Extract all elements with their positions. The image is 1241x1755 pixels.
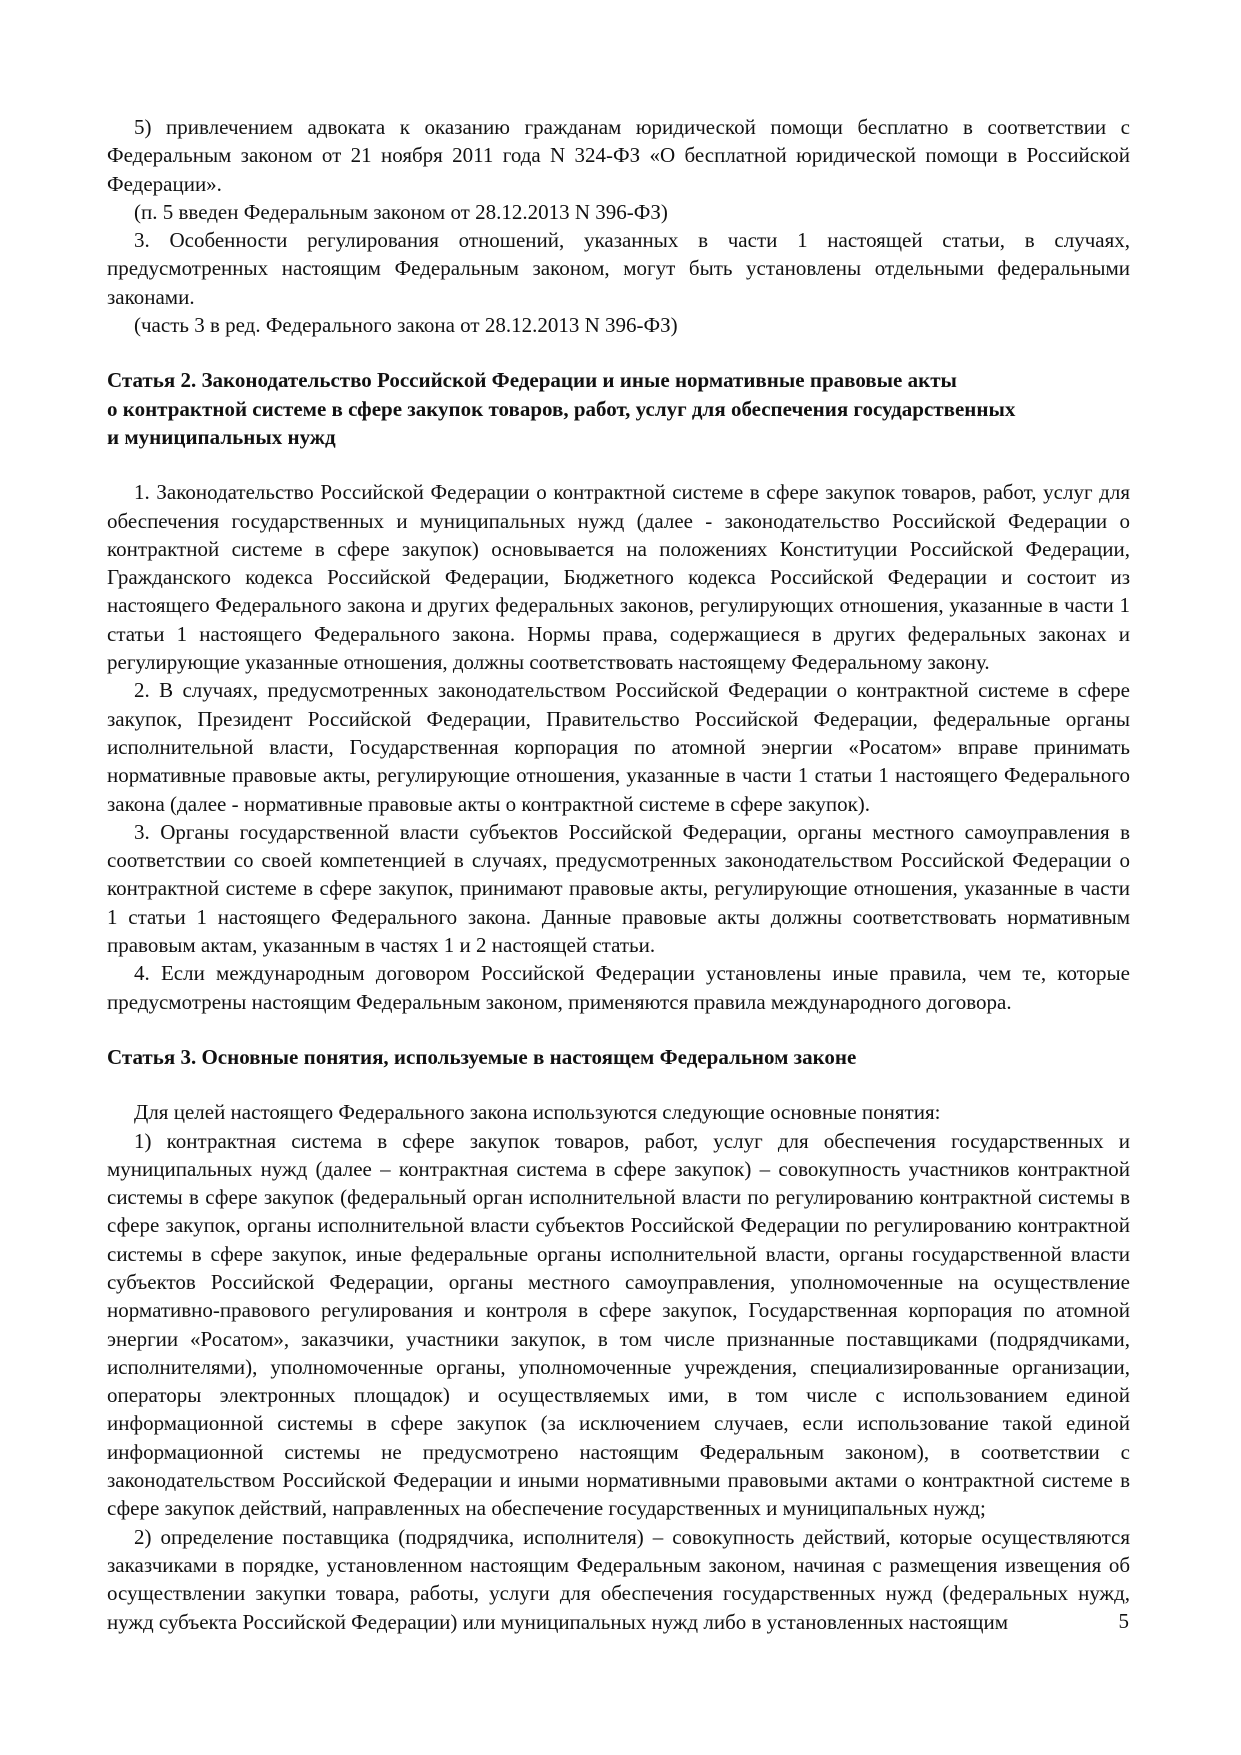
page-number: 5 [1118, 1609, 1129, 1633]
article-2-paragraph: 3. Органы государственной власти субъектов Российской Федерации, органы местного самоуправления в соответствии со своей компетенцией в случаях, предусмотренных законодательством Российской Федерации о контрактной системе в сфере закупок, принимают правовые акты, регулирующие отношения, указанные в части 1 статьи 1 настоящего Федерального закона. Данные правовые акты должны соответствовать нормативным правовым актам, указанным в частях 1 и 2 настоящей статьи. [107, 819, 1130, 958]
article-3-paragraph: 2) определение поставщика (подрядчика, исполнителя) – совокупность действий, которые осуществляются заказчиками в порядке, установленном настоящим Федеральным законом, начиная с размещения извещения об осуществлении закупки товара, работы, услуги для обеспечения государственных нужд (федеральных нужд, нужд субъекта Российской Федерации) или муниципальных нужд либо в установленных настоящим [107, 1524, 1130, 1634]
spacer [107, 1016, 1130, 1043]
article-2-title-line: о контрактной системе в сфере закупок товаров, работ, услуг для обеспечения государственных [107, 396, 1016, 421]
spacer [107, 339, 1130, 366]
spacer [107, 1071, 1130, 1098]
spacer [107, 451, 1130, 478]
article-2-paragraph: 2. В случаях, предусмотренных законодательством Российской Федерации о контрактной системе в сфере закупок, Президент Российской Федерации, Правительство Российской Федерации, федеральные органы исполнительной власти, Государственная корпорация по атомной энергии «Росатом» вправе принимать нормативные правовые акты, регулирующие отношения, указанные в части 1 статьи 1 настоящего Федерального закона (далее - нормативные правовые акты о контрактной системе в сфере закупок). [107, 678, 1130, 816]
article-3-paragraph: Для целей настоящего Федерального закона используются следующие основные понятия: [134, 1100, 941, 1125]
article-2-title-line: Статья 2. Законодательство Российской Федерации и иные нормативные правовые акты [107, 368, 957, 393]
intro-note-5: (п. 5 введен Федеральным законом от 28.12.2013 N 396-ФЗ) [134, 199, 668, 224]
article-2-paragraph: 4. Если международным договором Российской Федерации установлены иные правила, чем те, которые предусмотрены настоящим Федеральным законом, применяются правила международного договора. [107, 961, 1130, 1014]
article-2-title [107, 366, 1130, 451]
article-3-paragraph: 1) контрактная система в сфере закупок товаров, работ, услуг для обеспечения государственных и муниципальных нужд (далее – контрактная система в сфере закупок) – совокупность участников контрактной системы в сфере закупок (федеральный орган исполнительной власти по регулированию контрактной системы в сфере закупок, органы исполнительной власти субъектов Российской Федерации по регулированию контрактной системы в сфере закупок, иные федеральные органы исполнительной власти, органы государственной власти субъектов Российской Федерации, органы местного самоуправления, уполномоченные на осуществление нормативно-правового регулирования и контроля в сфере закупок, Государственная корпорация по атомной энергии «Росатом», заказчики, участники закупок, в том числе признанные поставщиками (подрядчиками, исполнителями), уполномоченные органы, уполномоченные учреждения, специализированные организации, операторы электронных площадок) и осуществляемых ими, в том числе с использованием единой информационной системы в сфере закупок (за исключением случаев, если использование такой единой информационной системы не предусмотрено настоящим Федеральным законом), в соответствии с законодательством Российской Федерации и иными нормативными правовыми актами о контрактной системе в сфере закупок действий, направленных на обеспечение государственных и муниципальных нужд; [107, 1128, 1130, 1521]
intro-part-3: 3. Особенности регулирования отношений, указанных в части 1 настоящей статьи, в случаях, предусмотренных настоящим Федеральным законом, могут быть установлены отдельными федеральными законами. [107, 228, 1130, 309]
article-2-title-line: и муниципальных нужд [107, 424, 336, 449]
article-2-paragraph: 1. Законодательство Российской Федерации о контрактной системе в сфере закупок товаров, работ, услуг для обеспечения государственных и муниципальных нужд (далее - законодательство Российской Федерации о контрактной системе в сфере закупок) основывается на положениях Конституции Российской Федерации, Гражданского кодекса Российской Федерации, Бюджетного кодекса Российской Федерации и состоит из настоящего Федерального закона и других федеральных законов, регулирующих отношения, указанные в части 1 статьи 1 настоящего Федерального закона. Нормы права, содержащиеся в других федеральных законах и регулирующие указанные отношения, должны соответствовать настоящему Федеральному закону. [107, 480, 1130, 675]
article-3-title: Статья 3. Основные понятия, используемые в настоящем Федеральном законе [107, 1044, 857, 1069]
intro-note-part-3: (часть 3 в ред. Федерального закона от 28.12.2013 N 396-ФЗ) [134, 313, 678, 338]
page-content [107, 113, 1130, 1636]
intro-item-5: 5) привлечением адвоката к оказанию гражданам юридической помощи бесплатно в соответствии с Федеральным законом от 21 ноября 2011 года N 324-ФЗ «О бесплатной юридической помощи в Российской Федерации». [107, 115, 1130, 196]
